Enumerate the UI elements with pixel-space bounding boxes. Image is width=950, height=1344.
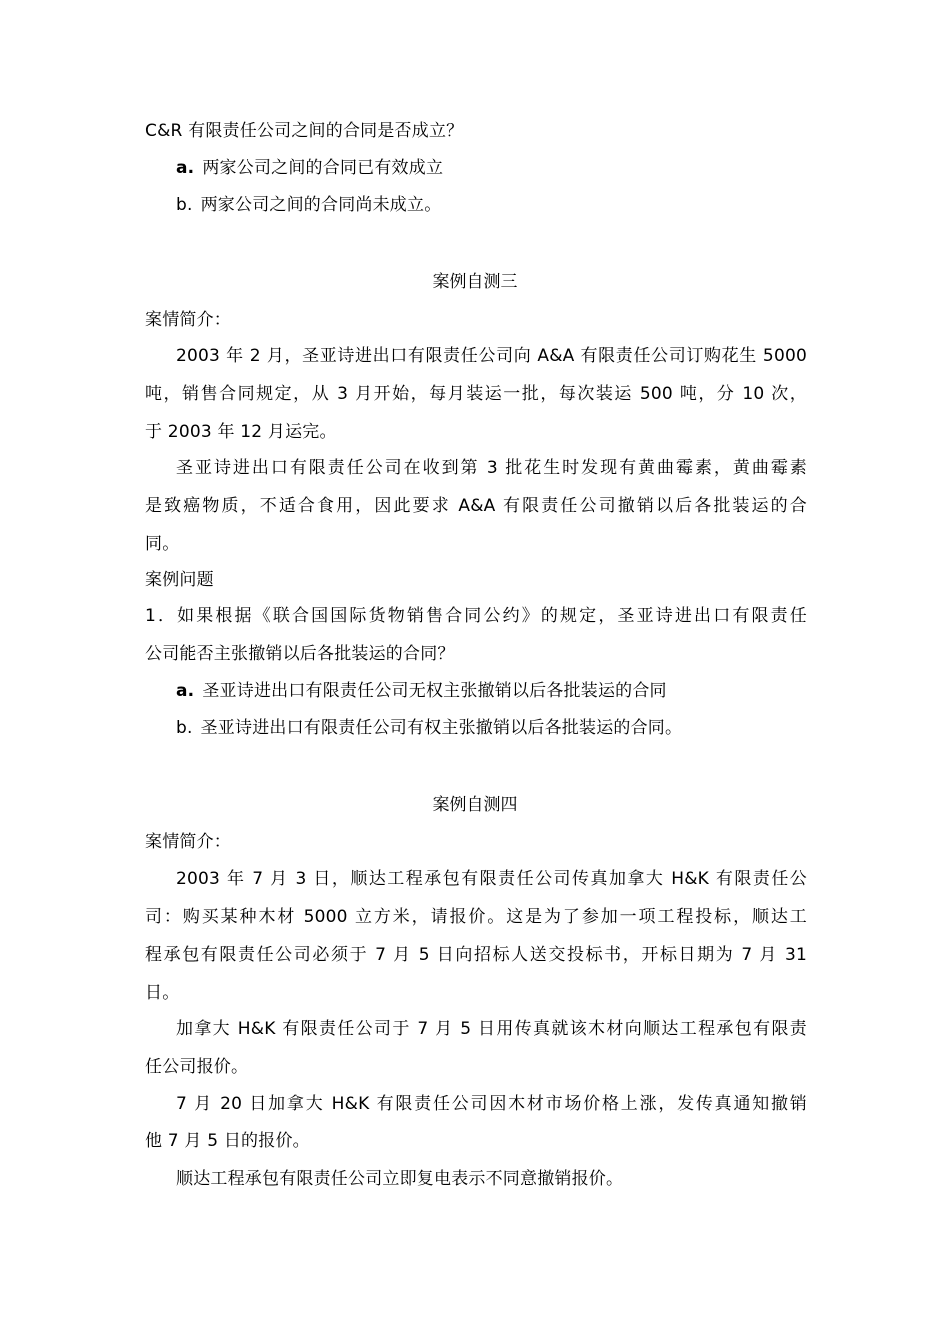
- case4-para1-line3: 程承包有限责任公司必须于 7 月 5 日向招标人送交投标书，开标日期为 7 月 31: [145, 945, 807, 965]
- case3-question-label: 案例问题: [145, 570, 214, 590]
- case3-intro-label: 案情简介：: [145, 310, 231, 330]
- case4-para1-line4: 日。: [145, 983, 180, 1003]
- case3-option-b: [176, 717, 807, 739]
- case3-para1-line3: 于 2003 年 12 月运完。: [145, 422, 337, 442]
- option-text: 圣亚诗进出口有限责任公司无权主张撤销以后各批装运的合同: [202, 681, 667, 701]
- case4-para2-line1: 加拿大 H&K 有限责任公司于 7 月 5 日用传真就该木材向顺达工程承包有限责: [176, 1019, 807, 1039]
- case3-para2-line3: 同。: [145, 534, 180, 554]
- case4-para3-line1: 7 月 20 日加拿大 H&K 有限责任公司因木材市场价格上涨，发传真通知撤销: [176, 1094, 807, 1114]
- question-tail: C&R 有限责任公司之间的合同是否成立？: [145, 121, 464, 141]
- option-letter: b.: [176, 195, 193, 215]
- case3-question-line1: 1．如果根据《联合国国际货物销售合同公约》的规定，圣亚诗进出口有限责任: [145, 606, 807, 626]
- case3-option-a: [176, 680, 807, 702]
- case4-heading: 案例自测四: [432, 795, 518, 815]
- case3-para2-line1: 圣亚诗进出口有限责任公司在收到第 3 批花生时发现有黄曲霉素，黄曲霉素: [176, 458, 807, 478]
- case3-heading: 案例自测三: [432, 272, 518, 292]
- option-text: 两家公司之间的合同已有效成立: [202, 158, 444, 178]
- case4-para1-line1: 2003 年 7 月 3 日，顺达工程承包有限责任公司传真加拿大 H&K 有限责任公: [176, 869, 807, 889]
- option-a: [176, 157, 807, 179]
- option-text: 两家公司之间的合同尚未成立。: [200, 195, 442, 215]
- case3-question-line2: 公司能否主张撤销以后各批装运的合同？: [145, 644, 455, 664]
- case4-para3-line2: 他 7 月 5 日的报价。: [145, 1131, 310, 1151]
- case3-para1-line1: 2003 年 2 月，圣亚诗进出口有限责任公司向 A&A 有限责任公司订购花生 5000: [176, 346, 807, 366]
- option-letter: b.: [176, 718, 193, 738]
- case3-para1-line2: 吨，销售合同规定，从 3 月开始，每月装运一批，每次装运 500 吨，分 10 次，: [145, 384, 807, 404]
- option-letter: a.: [176, 681, 195, 701]
- case4-para4-line1: 顺达工程承包有限责任公司立即复电表示不同意撤销报价。: [176, 1169, 624, 1189]
- option-b: [176, 194, 807, 216]
- case4-para2-line2: 任公司报价。: [145, 1057, 249, 1077]
- option-letter: a.: [176, 158, 195, 178]
- case3-para2-line2: 是致癌物质，不适合食用，因此要求 A&A 有限责任公司撤销以后各批装运的合: [145, 496, 807, 516]
- case4-intro-label: 案情简介：: [145, 832, 231, 852]
- option-text: 圣亚诗进出口有限责任公司有权主张撤销以后各批装运的合同。: [200, 718, 683, 738]
- case4-para1-line2: 司：购买某种木材 5000 立方米，请报价。这是为了参加一项工程投标，顺达工: [145, 907, 807, 927]
